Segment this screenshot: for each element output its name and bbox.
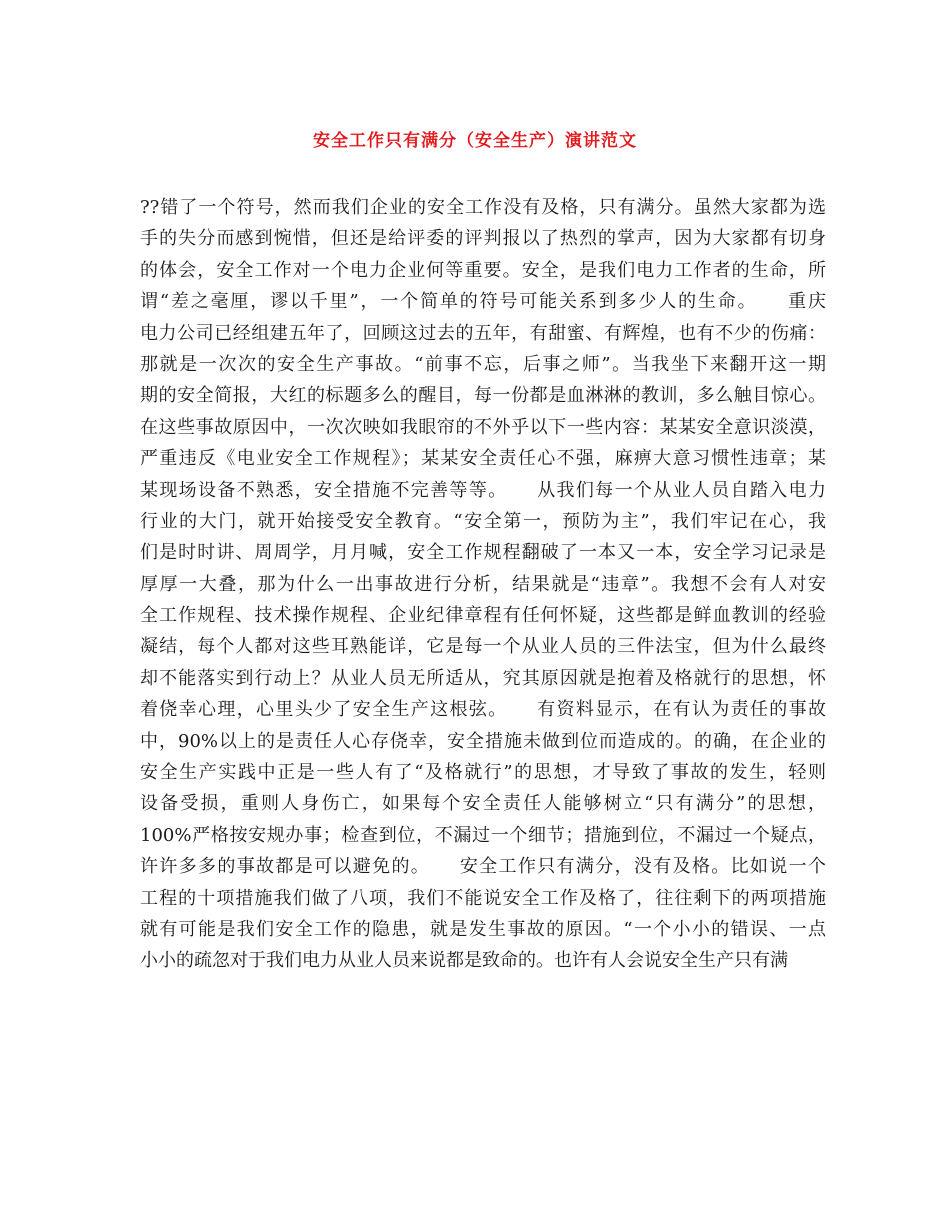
body-line: 期的安全简报，大红的标题多么的醒目，每一份都是血淋淋的教训，多么触目惊心。 <box>140 385 826 407</box>
body-line: 安全生产实践中正是一些人有了“及格就行”的思想，才导致了事故的发生，轻则 <box>140 762 826 784</box>
body-line: 谓“差之毫厘，谬以千里”，一个简单的符号可能关系到多少人的生命。 重庆 <box>140 291 826 313</box>
body-line: 行业的大门，就开始接受安全教育。“安全第一，预防为主”，我们牢记在心，我 <box>140 510 826 532</box>
body-line: 们是时时讲、周周学，月月喊，安全工作规程翻破了一本又一本，安全学习记录是 <box>140 542 826 564</box>
body-line: 却不能落实到行动上？从业人员无所适从，究其原因就是抱着及格就行的思想，怀 <box>140 667 826 689</box>
body-line: 就有可能是我们安全工作的隐患，就是发生事故的原因。“一个小小的错误、一点 <box>140 918 826 940</box>
document-title: 安全工作只有满分（安全生产）演讲范文 <box>313 131 637 151</box>
body-line: 中，90%以上的是责任人心存侥幸，安全措施未做到位而造成的。的确，在企业的 <box>140 730 826 752</box>
body-line: 设备受损，重则人身伤亡，如果每个安全责任人能够树立“只有满分”的思想， <box>140 793 826 815</box>
body-line: 那就是一次次的安全生产事故。“前事不忘，后事之师”。当我坐下来翻开这一期 <box>140 353 826 375</box>
body-line: 严重违反《电业安全工作规程》；某某安全责任心不强，麻痹大意习惯性违章；某 <box>140 448 826 470</box>
body-line: 100%严格按安规办事；检查到位，不漏过一个细节；措施到位，不漏过一个疑点， <box>140 824 826 846</box>
body-line: 厚厚一大叠，那为什么一出事故进行分析，结果就是“违章”。我想不会有人对安 <box>140 573 826 595</box>
document-body <box>140 192 826 977</box>
body-line: 手的失分而感到惋惜，但还是给评委的评判报以了热烈的掌声，因为大家都有切身 <box>140 228 826 250</box>
body-line: 电力公司已经组建五年了，回顾这过去的五年，有甜蜜、有辉煌，也有不少的伤痛： <box>140 322 826 344</box>
body-line: 许许多多的事故都是可以避免的。 安全工作只有满分，没有及格。比如说一个 <box>140 856 826 878</box>
body-line: 全工作规程、技术操作规程、企业纪律章程有任何怀疑，这些都是鲜血教训的经验 <box>140 605 826 627</box>
body-line: 着侥幸心理，心里头少了安全生产这根弦。 有资料显示，在有认为责任的事故 <box>140 699 826 721</box>
body-line: 的体会，安全工作对一个电力企业何等重要。安全，是我们电力工作者的生命，所 <box>140 259 826 281</box>
body-line: ??错了一个符号，然而我们企业的安全工作没有及格，只有满分。虽然大家都为选 <box>140 197 826 218</box>
body-line: 小小的疏忽对于我们电力从业人员来说都是致命的。也许有人会说安全生产只有满 <box>140 950 788 972</box>
body-line: 凝结，每个人都对这些耳熟能详，它是每一个从业人员的三件法宝，但为什么最终 <box>140 636 826 658</box>
body-line: 工程的十项措施我们做了八项，我们不能说安全工作及格了，往往剩下的两项措施 <box>140 887 826 909</box>
body-line: 某现场设备不熟悉，安全措施不完善等等。 从我们每一个从业人员自踏入电力 <box>140 479 826 501</box>
body-line: 在这些事故原因中，一次次映如我眼帘的不外乎以下一些内容：某某安全意识淡漠， <box>140 416 826 438</box>
